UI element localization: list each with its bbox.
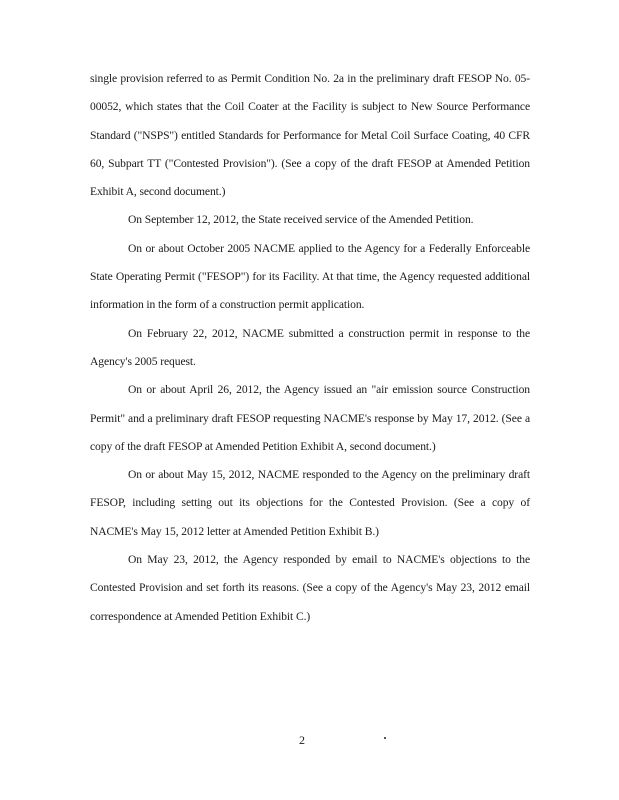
scan-speck <box>384 737 386 739</box>
paragraph-service: On September 12, 2012, the State received service of the Amended Petition. <box>128 213 474 227</box>
paragraph-agency-response: On May 23, 2012, the Agency responded by email to NACME's objections to the Contested Provision and set forth its reasons. (See a copy of the Agency's May 23, 2012 email correspondence at Amended Petition Exhibit C.) <box>90 553 530 623</box>
paragraph-continuation: single provision referred to as Permit Condition No. 2a in the preliminary draft FESOP No. 05-00052, which states that the Coil Coater at the Facility is subject to New Source Performance Standard ("NSPS") entitled Standards for Performance for Metal Coil Surface Coating, 40 CFR 60, Subpart TT ("Contested Provision"). (See a copy of the draft FESOP at Amended Petition Exhibit A, second document.) <box>90 72 530 199</box>
paragraph-agency-issued: On or about April 26, 2012, the Agency issued an "air emission source Construction Permit" and a preliminary draft FESOP requesting NACME's response by May 17, 2012. (See a copy of the draft FESOP at Amended Petition Exhibit A, second document.) <box>90 383 530 453</box>
paragraph-objections: On or about May 15, 2012, NACME responded to the Agency on the preliminary draft FESOP, including setting out its objections for the Contested Provision. (See a copy of NACME's May 15, 2012 letter at Amended Petition Exhibit B.) <box>90 468 530 538</box>
page-number: 2 <box>299 733 305 747</box>
document-body <box>90 65 530 631</box>
paragraph-construction-permit: On February 22, 2012, NACME submitted a construction permit in response to the Agency's 2005 request. <box>90 326 530 368</box>
paragraph-application: On or about October 2005 NACME applied to the Agency for a Federally Enforceable State Operating Permit ("FESOP") for its Facility. At that time, the Agency requested additional information in the form of a construction permit application. <box>90 241 530 312</box>
